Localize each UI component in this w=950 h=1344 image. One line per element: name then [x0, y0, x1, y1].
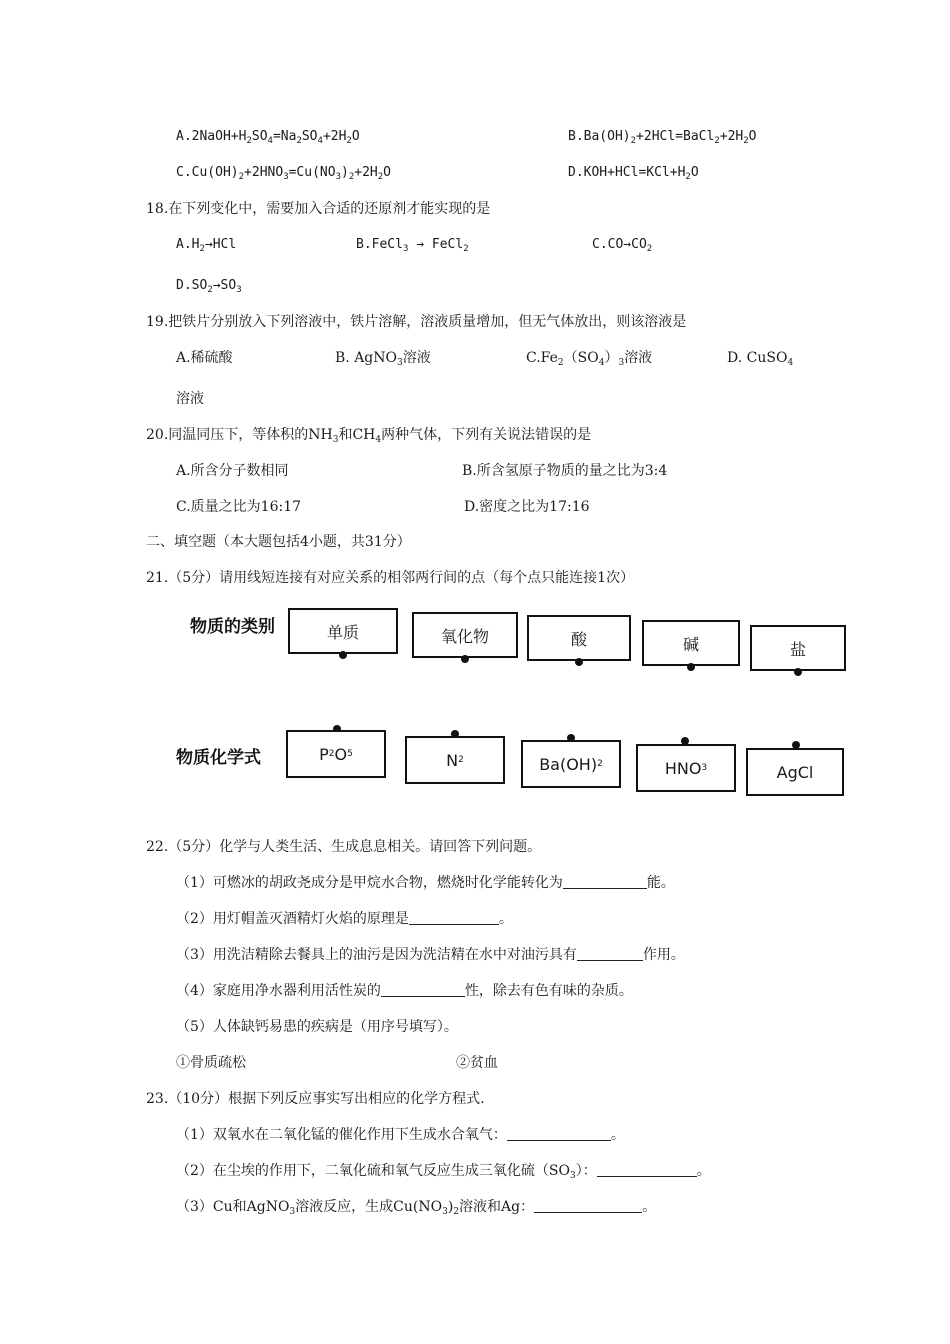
- answer-blank[interactable]: [563, 874, 647, 889]
- q22-part-3: （3）用洗洁精除去餐具上的油污是因为洗洁精在水中对油污具有 作用。: [176, 947, 685, 963]
- row1-label: 物质的类别: [190, 617, 275, 637]
- q23-part-1: （1）双氧水在二氧化锰的催化作用下生成水合氧气： 。: [176, 1127, 625, 1143]
- category-dot[interactable]: [575, 658, 583, 666]
- answer-blank[interactable]: [409, 910, 499, 925]
- q23-part-2: （2）在尘埃的作用下，二氧化硫和氧气反应生成三氧化硫$(SO_3)$： 。: [176, 1163, 711, 1181]
- q20-option-a: A.所含分子数相同: [176, 463, 289, 479]
- formula-box-hno3: HNO 3: [636, 744, 736, 792]
- q22-option-1: ①骨质疏松: [176, 1055, 246, 1071]
- q22-option-2: ②贫血: [456, 1055, 498, 1071]
- answer-blank[interactable]: [597, 1162, 697, 1177]
- category-box-base: 碱: [642, 620, 740, 666]
- category-box-salt: 盐: [750, 625, 846, 671]
- category-box-element: 单质: [288, 608, 398, 654]
- formula-box-n2: N 2: [405, 736, 505, 784]
- q19-option-a: A.稀硫酸: [176, 350, 233, 366]
- q22-part-2: （2）用灯帽盖灭酒精灯火焰的原理是 。: [176, 911, 513, 927]
- q17-option-c: $C.Cu(OH)_2+2HNO_3=Cu(NO_3)_2+2H_2O$: [176, 165, 391, 182]
- category-box-oxide: 氧化物: [412, 612, 518, 658]
- formula-box-agcl: AgCl: [746, 748, 844, 796]
- formula-box-p2o5: P 2 O 5: [286, 730, 386, 778]
- q19-option-d-continued: 溶液: [176, 391, 204, 407]
- category-dot[interactable]: [461, 655, 469, 663]
- q18-option-b: B.FeCl$_3$ → FeCl$_2$: [356, 237, 469, 254]
- q17-option-d: $D.KOH+HCl=KCl+H_2O$: [568, 165, 699, 182]
- q19-option-c: $C.Fe_2(SO_4)_3$溶液: [526, 350, 653, 368]
- q19-stem: 19.把铁片分别放入下列溶液中，铁片溶解，溶液质量增加，但无气体放出，则该溶液是: [146, 314, 687, 330]
- formula-box-baoh2: Ba(OH) 2: [521, 740, 621, 788]
- answer-blank[interactable]: [507, 1126, 611, 1141]
- q23-stem: 23.（10分）根据下列反应事实写出相应的化学方程式.: [146, 1091, 485, 1107]
- q22-part-1: （1）可燃冰的胡政尧成分是甲烷水合物，燃烧时化学能转化为 能。: [176, 875, 675, 891]
- q21-stem: 21.（5分）请用线短连接有对应关系的相邻两行间的点（每个点只能连接1次）: [146, 570, 635, 586]
- q18-option-a: $A.H_2\to HCl$: [176, 237, 237, 254]
- category-dot[interactable]: [339, 651, 347, 659]
- q22-part-4: （4）家庭用净水器利用活性炭的 性，除去有色有味的杂质。: [176, 983, 633, 999]
- answer-blank[interactable]: [381, 982, 465, 997]
- q19-option-d: D. CuSO$_4$: [727, 350, 794, 368]
- category-box-acid: 酸: [527, 615, 631, 661]
- q17-option-a: $A.2NaOH+H_2SO_4=Na_2SO_4+2H_2O$: [176, 129, 360, 146]
- q22-stem: 22.（5分）化学与人类生活、生成息息相关。请回答下列问题。: [146, 839, 542, 855]
- section-heading: 二、填空题（本大题包括4小题，共31分）: [146, 534, 411, 550]
- q22-part-5: （5）人体缺钙易患的疾病是（用序号填写）。: [176, 1019, 458, 1035]
- q23-part-3: （3）Cu和AgNO$_3$溶液反应，生成$Cu(NO_3)_2$溶液和Ag： 。: [176, 1199, 657, 1217]
- q20-option-d: D.密度之比为17:16: [464, 499, 590, 515]
- category-dot[interactable]: [687, 663, 695, 671]
- answer-blank[interactable]: [577, 946, 643, 961]
- q19-option-b: B. AgNO$_3$溶液: [335, 350, 431, 368]
- q20-option-b: B.所含氢原子物质的量之比为3:4: [462, 463, 668, 479]
- q18-stem: 18.在下列变化中，需要加入合适的还原剂才能实现的是: [146, 201, 491, 217]
- answer-blank[interactable]: [534, 1198, 642, 1213]
- q17-option-b: $B.Ba(OH)_2+2HCl=BaCl_2+2H_2O$: [568, 129, 757, 146]
- q20-stem: 20.同温同压下，等体积的$NH_3$和$CH_4$两种气体，下列有关说法错误的是: [146, 427, 592, 445]
- q18-option-d: $D.SO_2\to SO_3$: [176, 278, 242, 295]
- q18-option-c: $C.CO\to CO_2$: [592, 237, 653, 254]
- q20-option-c: C.质量之比为16:17: [176, 499, 302, 515]
- row2-label: 物质化学式: [176, 748, 261, 768]
- category-dot[interactable]: [794, 668, 802, 676]
